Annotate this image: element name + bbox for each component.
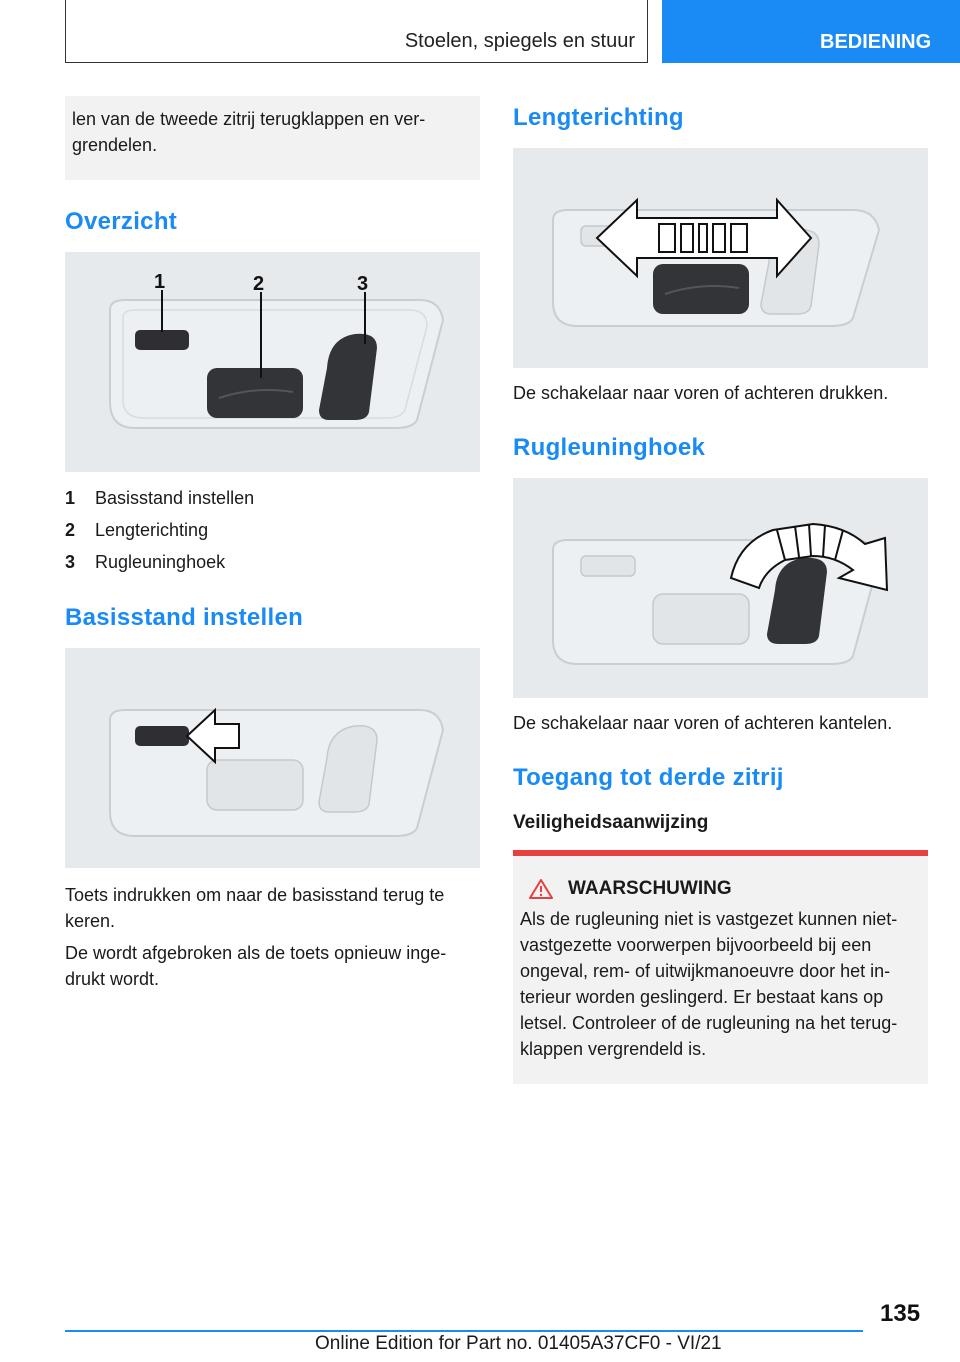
warning-text: Als de rugleuning niet is vastgezet kunnen niet-vastgezette voorwerpen bijvoorbeeld bij een ongeval, rem- of uitwijkmanoeuvre door het in-terieur worden geslingerd. Er bestaat kans op letsel. Controleer of de rugleuning na het terug-klappen vergrendeld is. (520, 909, 898, 1059)
figure-rugleuninghoek (513, 478, 928, 698)
lengterichting-text: De schakelaar naar voren of achteren drukken. (513, 383, 889, 403)
footer-rule (65, 1330, 863, 1332)
legend-label: Lengterichting (95, 520, 209, 540)
legend-label: Rugleuninghoek (95, 552, 226, 572)
heading-overzicht: Overzicht (65, 208, 178, 235)
legend-item (65, 482, 480, 514)
callout-2: 2 (253, 273, 265, 295)
legend-item (65, 514, 480, 546)
callout-3: 3 (357, 273, 369, 295)
left-column (65, 96, 480, 992)
legend-number: 1 (65, 488, 76, 508)
legend-label: Basisstand instellen (95, 488, 255, 508)
warning-title-row (520, 878, 920, 900)
basisstand-text-1: Toets indrukken om naar de basisstand terug te keren. (65, 885, 445, 931)
legend-item (65, 546, 480, 578)
figure-lengterichting (513, 148, 928, 368)
seat-backrest-angle-illustration (513, 478, 928, 698)
continued-note: len van de tweede zitrij terugklappen en ver-grendelen. (65, 96, 480, 180)
warning-triangle-icon (528, 878, 554, 900)
right-column (513, 96, 928, 1084)
seat-memory-button-illustration (65, 648, 480, 868)
header-chapter-tab: BEDIENING (662, 0, 960, 63)
heading-basisstand: Basisstand instellen (65, 604, 304, 631)
header-section-title: Stoelen, spiegels en stuur (404, 30, 635, 52)
warning-box (513, 850, 928, 1084)
rugleuninghoek-text: De schakelaar naar voren of achteren kantelen. (513, 713, 893, 733)
seat-switch-overview-illustration (65, 252, 480, 472)
legend-number: 2 (65, 520, 76, 540)
callout-1: 1 (154, 271, 166, 293)
heading-lengterichting: Lengterichting (513, 104, 684, 131)
seat-fore-aft-illustration (513, 148, 928, 368)
subheading-veiligheid: Veiligheidsaanwijzing (513, 812, 709, 833)
footer-edition: Online Edition for Part no. 01405A37CF0 - VI/21 (315, 1333, 722, 1354)
figure-basisstand (65, 648, 480, 868)
legend-number: 3 (65, 552, 76, 572)
heading-toegang: Toegang tot derde zitrij (513, 764, 784, 791)
warning-title: WAARSCHUWING (568, 878, 732, 899)
page-number: 135 (880, 1300, 921, 1327)
figure-overzicht (65, 252, 480, 472)
basisstand-text-2: De wordt afgebroken als de toets opnieuw inge-drukt wordt. (65, 943, 447, 989)
heading-rugleuninghoek: Rugleuninghoek (513, 434, 706, 461)
header-section-box (65, 0, 648, 63)
legend-list (65, 482, 480, 578)
